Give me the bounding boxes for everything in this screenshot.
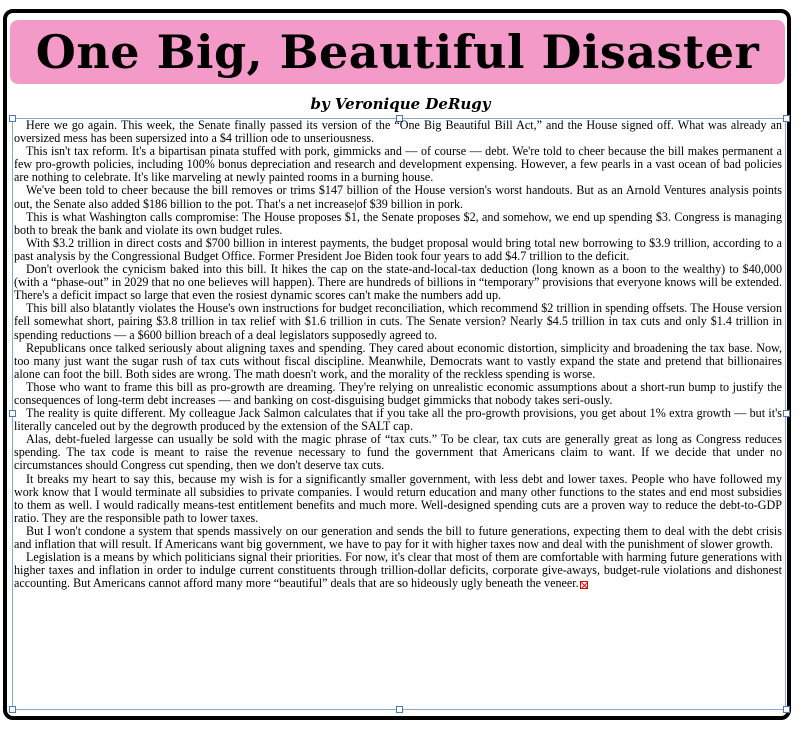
article-title: One Big, Beautiful Disaster xyxy=(35,25,760,79)
paragraph: The reality is quite different. My colleague Jack Salmon calculates that if you take all the pro-growth provisions, you get about 1% extra growth — but it's literally canceled out by the degrowth produced by the extension of the SALT cap. xyxy=(14,406,782,434)
paragraph: It breaks my heart to say this, because my wish is for a significantly smaller government, with less debt and lower taxes. People who have followed my work know that I would terminate all subsidies to private companies. I would return education and many other functions to the states and end most subsidies to them as well. I would radically means-test entitlement benefits and much more. Well-designed spending cuts are a proven way to reduce the debt-to-GDP ratio. They are the responsible path to lower taxes. xyxy=(14,471,782,525)
byline: by Veronique DeRugy xyxy=(310,95,491,113)
resize-handle-bottom-right[interactable] xyxy=(783,706,790,713)
resize-handle-bottom-left[interactable] xyxy=(9,706,16,713)
article-body[interactable] xyxy=(14,119,782,590)
paragraph: But I won't condone a system that spends massively on our generation and sends the bill to future generations, expecting them to deal with the debt crisis and inflation that will result. If Americans want big government, we have to pay for it with higher taxes now and deal with the punishment of slower growth. xyxy=(14,523,782,551)
resize-handle-middle-right[interactable] xyxy=(783,410,790,417)
paragraph: Here we go again. This week, the Senate finally passed its version of the “One Big Beautiful Bill Act,” and the House signed off. What was already an oversized mess has been supersized into a $4 trillion ode to unseriousness. xyxy=(14,118,782,146)
paragraph: This bill also blatantly violates the House's own instructions for budget reconciliation, which recommend $2 trillion in spending offsets. The House version fell somewhat short, pairing $3.8 trillion in tax relief with $1.6 trillion in cuts. The Senate version? Nearly $4.5 trillion in tax cuts and only $1.4 trillion in spending reductions — a $600 billion breach of a deal legislators supposedly agreed to. xyxy=(14,301,782,342)
paragraph-last-text: Legislation is a means by which politicians signal their priorities. For now, it's clear that most of them are comfortable with harming future generations with higher taxes and inflation in order to indulge current constituents through trillion-dollar deficits, corporate give-aways, budget-rule violations and dishonest accounting. But Americans cannot afford many more “beautiful” deals that are so hideously ugly beneath the veneer. xyxy=(14,550,782,591)
paragraph: With $3.2 trillion in direct costs and $700 billion in interest payments, the budget proposal would bring total new borrowing to $3.9 trillion, according to a past analysis by the Congressional Budget Office. Former President Joe Biden took four years to add $4.7 trillion to the deficit. xyxy=(14,235,782,263)
title-banner xyxy=(10,20,785,84)
paragraph-last xyxy=(14,551,782,590)
paragraph: We've been told to cheer because the bill removes or trims $147 billion of the House version's worst handouts. But as an Arnold Ventures analysis points out, the Senate also added $186 billion to the pot. That's a net increase|of $39 billion in pork. xyxy=(14,183,782,211)
resize-handle-bottom-center[interactable] xyxy=(396,706,403,713)
paragraph: Alas, debt-fueled largesse can usually be sold with the magic phrase of “tax cuts.” To be clear, tax cuts are generally great as long as Congress reduces spending. The tax code is meant to raise the revenue necessary to fund the government that Americans claim to want. If we decide that under no circumstances should Congress cut spending, then we don't deserve tax cuts. xyxy=(14,432,782,473)
paragraph: Those who want to frame this bill as pro-growth are dreaming. They're relying on unrealistic economic assumptions about a short-run bump to justify the consequences of long-term debt increases — and banking on cost-disguising budget gimmicks that nobody takes seri-ously. xyxy=(14,379,782,407)
paragraph: Don't overlook the cynicism baked into this bill. It hikes the cap on the state-and-local-tax deduction (long known as a boon to the wealthy) to $40,000 (with a “phase-out” in 2029 that no one believes will happen). There are hundreds of billions in “temporary” provisions that everyone knows will be extended. There's a deficit impact so large that even the rosiest dynamic scores can't make the numbers add up. xyxy=(14,262,782,303)
resize-handle-top-right[interactable] xyxy=(783,115,790,122)
paragraph: Republicans once talked seriously about aligning taxes and spending. They cared about economic distortion, simplicity and broadening the tax base. Now, too many just want the sugar rush of tax cuts without fiscal discipline. Meanwhile, Democrats want to vastly expand the state and pretend that billionaires alone can foot the bill. Both sides are wrong. The math doesn't work, and the morality of the reckless spending is worse. xyxy=(14,340,782,381)
paragraph: This isn't tax reform. It's a bipartisan pinata stuffed with pork, gimmicks and — of course — debt. We're told to cheer because the bill makes permanent a few pro-growth policies, including 100% bonus depreciation and research and development expensing. However, a few pearls in a vast ocean of bad policies are nothing to celebrate. It's like marveling at newly painted rooms in a burning house. xyxy=(14,144,782,185)
text-overflow-icon[interactable] xyxy=(580,581,588,589)
paragraph: This is what Washington calls compromise: The House proposes $1, the Senate proposes $2, and somehow, we end up spending $3. Congress is managing both to break the bank and violate its own budget rules. xyxy=(14,209,782,237)
